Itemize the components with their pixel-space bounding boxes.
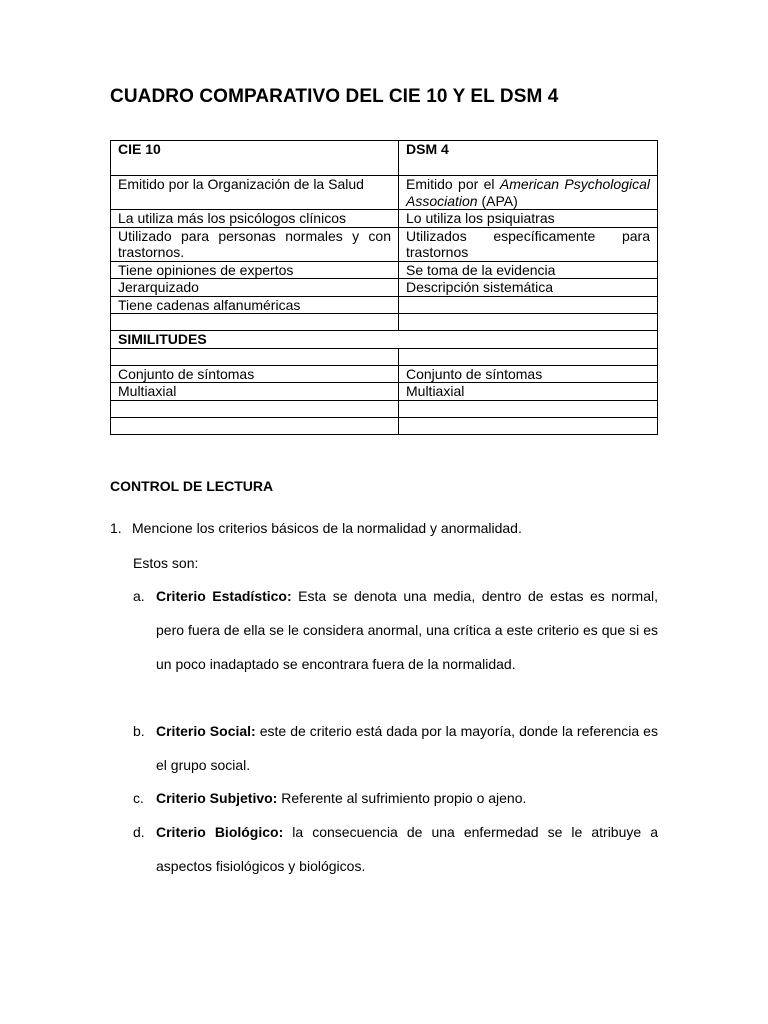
cell-left: Tiene cadenas alfanuméricas <box>111 296 399 314</box>
item-body <box>156 579 658 681</box>
similitudes-row <box>111 331 658 349</box>
item-text: este de criterio está dada por la mayoría, donde la referencia es el grupo social. <box>156 723 658 773</box>
item-term: Criterio Social: <box>156 723 256 739</box>
table-row <box>111 365 658 383</box>
header-cie10: CIE 10 <box>111 141 399 176</box>
cell-right <box>399 176 658 210</box>
item-letter: a. <box>133 588 145 604</box>
cell-right: Se toma de la evidencia <box>399 261 658 279</box>
item-text: Referente al sufrimiento propio o ajeno. <box>277 790 527 806</box>
list-item <box>133 815 658 883</box>
similitudes-label: SIMILITUDES <box>111 331 658 349</box>
intro-text: Estos son: <box>133 555 199 571</box>
cell-right: Lo utiliza los psiquiatras <box>399 210 658 228</box>
cell-left: Emitido por la Organización de la Salud <box>111 176 399 210</box>
question-number: 1. <box>110 520 122 536</box>
empty-row <box>111 417 658 434</box>
cell-left: Tiene opiniones de expertos <box>111 261 399 279</box>
cell-right-suffix: (APA) <box>477 192 518 209</box>
item-letter: d. <box>133 824 145 840</box>
cell-right-italic: American Psychological Association <box>406 176 650 209</box>
table-row <box>111 279 658 297</box>
table-header-row <box>111 141 658 176</box>
table-row <box>111 296 658 314</box>
item-body <box>156 815 658 883</box>
empty-cell <box>111 400 399 417</box>
cell-left: La utiliza más los psicólogos clínicos <box>111 210 399 228</box>
table-row <box>111 210 658 228</box>
item-text: Esta se denota una media, dentro de estas es normal, pero fuera de ella se le considera anormal, una crítica a este criterio es que si es un poco inadaptado se encontrara fuera de la normalidad. <box>156 588 658 672</box>
empty-cell <box>111 314 399 331</box>
empty-cell <box>111 348 399 365</box>
cell-left: Jerarquizado <box>111 279 399 297</box>
header-dsm4: DSM 4 <box>399 141 658 176</box>
cell-right: Conjunto de síntomas <box>399 365 658 383</box>
cell-right: Multiaxial <box>399 383 658 401</box>
cell-left: Conjunto de síntomas <box>111 365 399 383</box>
item-letter: b. <box>133 723 145 739</box>
cell-right: Utilizados específicamente para trastornos <box>399 227 658 261</box>
table-row <box>111 176 658 210</box>
item-letter: c. <box>133 790 144 806</box>
empty-cell <box>399 348 658 365</box>
item-text: la consecuencia de una enfermedad se le atribuye a aspectos fisiológicos y biológicos. <box>156 824 658 874</box>
item-term: Criterio Estadístico: <box>156 588 292 604</box>
question <box>110 520 522 536</box>
question-text: Mencione los criterios básicos de la normalidad y anormalidad. <box>132 520 522 536</box>
empty-row <box>111 400 658 417</box>
list-item <box>133 579 658 681</box>
empty-cell <box>399 400 658 417</box>
cell-left: Multiaxial <box>111 383 399 401</box>
empty-cell <box>111 417 399 434</box>
empty-row <box>111 314 658 331</box>
empty-cell <box>399 314 658 331</box>
cell-right <box>399 296 658 314</box>
item-term: Criterio Biológico: <box>156 824 284 840</box>
empty-row <box>111 348 658 365</box>
cell-left: Utilizado para personas normales y con trastornos. <box>111 227 399 261</box>
table-row <box>111 383 658 401</box>
list-item <box>133 714 658 782</box>
table-row <box>111 227 658 261</box>
page-title: CUADRO COMPARATIVO DEL CIE 10 Y EL DSM 4 <box>110 86 559 107</box>
comparison-table <box>110 140 658 435</box>
item-body <box>156 781 658 815</box>
empty-cell <box>399 417 658 434</box>
section-heading: CONTROL DE LECTURA <box>110 478 274 494</box>
cell-right: Descripción sistemática <box>399 279 658 297</box>
item-body <box>156 714 658 782</box>
list-item <box>133 781 658 815</box>
item-term: Criterio Subjetivo: <box>156 790 278 806</box>
table-row <box>111 261 658 279</box>
cell-right-prefix: Emitido por el <box>406 176 500 192</box>
